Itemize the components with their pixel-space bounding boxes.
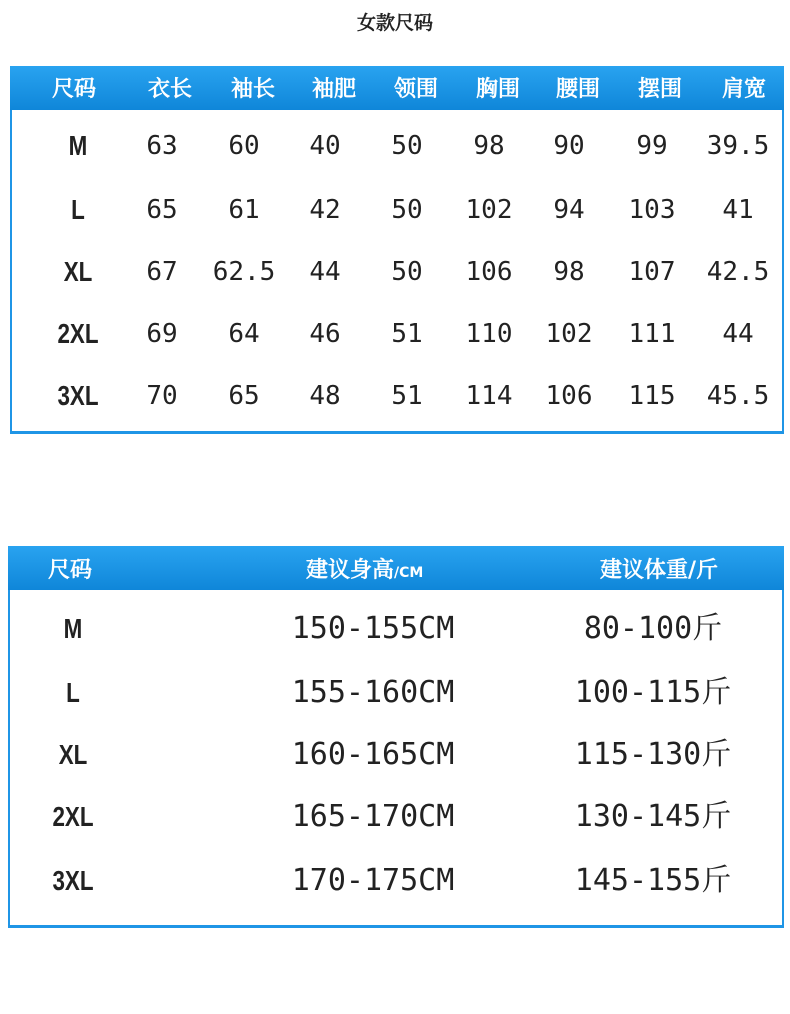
table-cell: 67	[146, 257, 178, 287]
size-label: M	[63, 613, 83, 644]
table-row	[8, 850, 784, 912]
header-size: 尺码	[51, 77, 96, 102]
weight-cell: 80-100斤	[583, 611, 723, 646]
table-cell: 99	[636, 131, 668, 161]
table-row	[10, 242, 784, 302]
table-cell: 110	[465, 319, 513, 349]
weight-cell: 115-130斤	[574, 737, 732, 772]
table-cell: 61	[228, 195, 260, 225]
table-cell: 51	[391, 319, 423, 349]
table-cell: 42.5	[706, 257, 770, 287]
size-label: M	[68, 130, 88, 161]
table-cell: 115	[628, 381, 676, 411]
table-cell: 40	[309, 131, 341, 161]
table-cell: 106	[545, 381, 593, 411]
table-cell: 98	[473, 131, 505, 161]
size-label: 3XL	[52, 865, 94, 896]
size-label: XL	[63, 256, 93, 287]
header-sleeve: 袖长	[230, 77, 275, 102]
height-cell: 155-160CM	[291, 675, 455, 710]
header-sleeve-width: 袖肥	[311, 77, 356, 102]
table-row	[8, 662, 784, 724]
table-cell: 90	[553, 131, 585, 161]
size-chart-table	[10, 66, 784, 434]
header-height	[306, 546, 423, 590]
header-size: 尺码	[48, 558, 93, 583]
weight-cell: 145-155斤	[574, 863, 732, 898]
weight-cell: 100-115斤	[574, 675, 732, 710]
recommendation-header	[8, 546, 784, 590]
table-row	[10, 180, 784, 240]
table-row	[8, 724, 784, 786]
size-label: L	[71, 194, 85, 225]
size-label: L	[66, 677, 80, 708]
size-label: XL	[58, 739, 88, 770]
table-cell: 64	[228, 319, 260, 349]
table-row	[10, 304, 784, 364]
header-length: 衣长	[147, 77, 192, 102]
height-cell: 165-170CM	[291, 799, 455, 834]
recommendation-table	[8, 546, 784, 928]
table-cell: 46	[309, 319, 341, 349]
table-cell: 63	[146, 131, 178, 161]
table-row	[10, 366, 784, 426]
table-cell: 62.5	[212, 257, 276, 287]
table-cell: 65	[146, 195, 178, 225]
table-cell: 103	[628, 195, 676, 225]
table-cell: 107	[628, 257, 676, 287]
size-chart-header	[10, 66, 784, 110]
header-height-unit: /CM	[394, 565, 424, 581]
table-row	[8, 598, 784, 660]
header-waist: 腰围	[555, 77, 600, 102]
table-cell: 39.5	[706, 131, 770, 161]
table-cell: 102	[465, 195, 513, 225]
table-cell: 50	[391, 257, 423, 287]
weight-cell: 130-145斤	[574, 799, 732, 834]
table-cell: 69	[146, 319, 178, 349]
table-cell: 98	[553, 257, 585, 287]
table-cell: 44	[722, 319, 754, 349]
size-label: 2XL	[52, 801, 94, 832]
table-cell: 42	[309, 195, 341, 225]
table-cell: 51	[391, 381, 423, 411]
table-cell: 102	[545, 319, 593, 349]
table-cell: 50	[391, 131, 423, 161]
table-cell: 106	[465, 257, 513, 287]
table-cell: 45.5	[706, 381, 770, 411]
header-hem: 摆围	[637, 77, 682, 102]
table-cell: 50	[391, 195, 423, 225]
table-cell: 114	[465, 381, 513, 411]
table-cell: 44	[309, 257, 341, 287]
size-label: 2XL	[57, 318, 99, 349]
height-cell: 150-155CM	[291, 611, 455, 646]
table-cell: 65	[228, 381, 260, 411]
height-cell: 170-175CM	[291, 863, 455, 898]
table-cell: 70	[146, 381, 178, 411]
header-height-label: 建议身高	[306, 558, 395, 583]
table-row	[8, 786, 784, 848]
header-chest: 胸围	[475, 77, 520, 102]
table-cell: 111	[628, 319, 676, 349]
table-cell: 48	[309, 381, 341, 411]
size-label: 3XL	[57, 380, 99, 411]
table-cell: 41	[722, 195, 754, 225]
header-shoulder: 肩宽	[721, 77, 766, 102]
header-collar: 领围	[393, 77, 438, 102]
table-row	[10, 116, 784, 176]
height-cell: 160-165CM	[291, 737, 455, 772]
table-cell: 60	[228, 131, 260, 161]
header-weight: 建议体重/斤	[600, 558, 719, 583]
table-cell: 94	[553, 195, 585, 225]
page-title: 女款尺码	[356, 12, 433, 34]
